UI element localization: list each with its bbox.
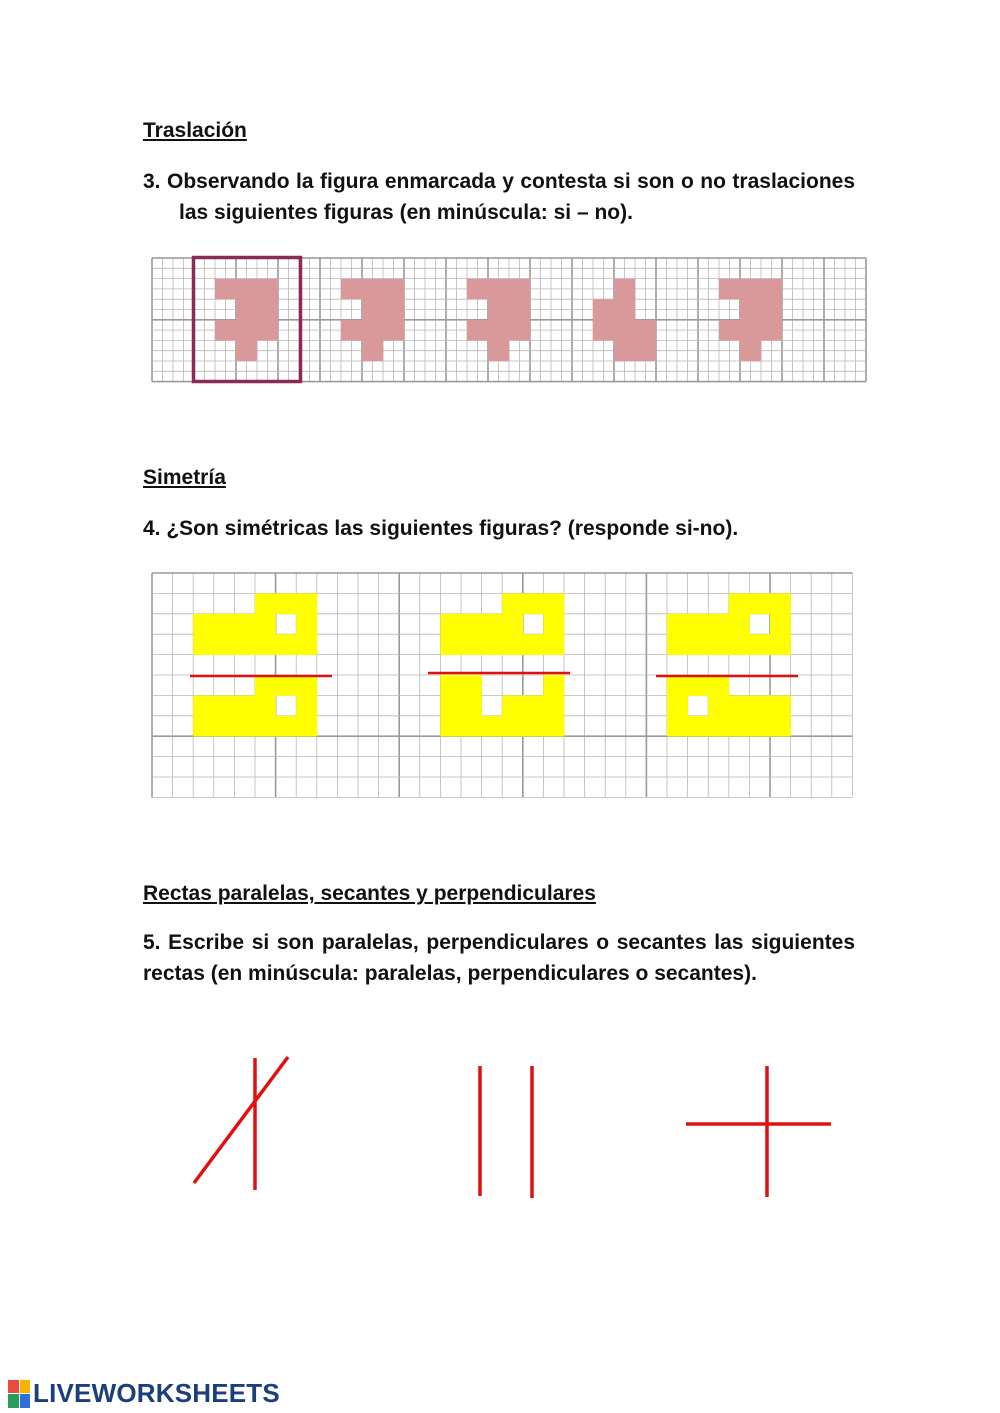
- logo-icon: [8, 1380, 30, 1408]
- question-5: 5. Escribe si son paralelas, perpendiculares o secantes las siguientes rectas (en minúscula: paralelas, perpendiculares o secantes).: [143, 931, 855, 985]
- heading-traslacion: Traslación: [143, 119, 247, 142]
- question-3: 3. Observando la figura enmarcada y contesta si son o no traslaciones las siguientes figuras (en minúscula: si – no).: [143, 170, 855, 224]
- secant-line-diagonal: [194, 1057, 288, 1183]
- heading-rectas: Rectas paralelas, secantes y perpendiculares: [143, 882, 596, 905]
- lines-paralelas: [480, 1066, 532, 1198]
- question-4: 4. ¿Son simétricas las siguientes figuras? (responde si-no).: [143, 517, 739, 540]
- heading-simetria: Simetría: [143, 466, 226, 489]
- lines-secantes: [194, 1057, 288, 1190]
- logo-text: LIVEWORKSHEETS: [33, 1378, 280, 1408]
- lines-perpendiculares: [686, 1066, 831, 1197]
- liveworksheets-logo: [8, 1378, 280, 1409]
